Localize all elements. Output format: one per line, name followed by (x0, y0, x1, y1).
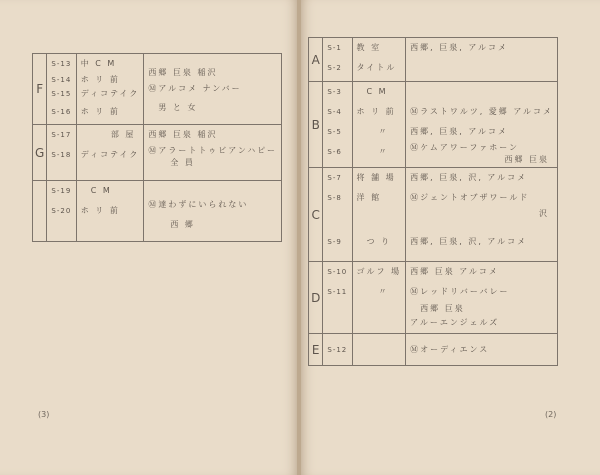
scene-number: S-13 (51, 60, 72, 68)
cast-text: アルーエンジェルズ (410, 318, 500, 327)
location-text: 部 屋 (110, 130, 136, 139)
scene-number: S-5 (327, 128, 342, 136)
scene-number: S-20 (51, 207, 72, 215)
cast-text: 全 員 (170, 158, 195, 167)
scene-number: S-6 (327, 148, 342, 156)
location-cell (352, 168, 406, 262)
location-text: タイトル (356, 63, 397, 72)
cast-text: Ⓜ達わずにいられない (148, 200, 249, 209)
cast-text: 男 と 女 (158, 103, 198, 112)
cast-text: Ⓜアルコメ ナンバー (148, 84, 242, 93)
location-cell (352, 38, 406, 82)
table-row (33, 54, 282, 125)
location-text: ゴルフ 場 (356, 267, 402, 276)
cast-text: 西郷, 巨泉, アルコメ (410, 127, 509, 136)
section-label: F (33, 54, 47, 125)
scene-number: S-17 (51, 131, 72, 139)
scene-number: S-15 (51, 90, 72, 98)
scene-number: S-14 (51, 76, 72, 84)
table-row (309, 38, 558, 82)
section-label: D (309, 262, 323, 334)
location-text: つ り (366, 237, 392, 246)
scene-number: S-1 (327, 44, 342, 52)
location-text (357, 334, 402, 354)
location-text: 将 舗 場 (356, 173, 396, 182)
table-row (33, 125, 282, 181)
location-cell (352, 334, 406, 366)
location-cell (76, 54, 144, 125)
scene-number: S-12 (327, 345, 348, 354)
location-text: 中 C M (80, 59, 117, 68)
cast-text: 西郷, 巨泉, 沢, アルコメ (410, 173, 528, 182)
table-row (33, 181, 282, 242)
cast-text: 西郷 巨泉 稲沢 (148, 130, 218, 139)
cast-text: 西郷 巨泉 (420, 304, 465, 313)
table-row (309, 262, 558, 334)
location-text: ホ リ 前 (80, 107, 120, 116)
location-text: C M (366, 87, 388, 96)
scene-cell (323, 334, 352, 366)
location-text: 〃 (378, 287, 389, 296)
cast-text: 西 郷 (170, 220, 195, 229)
cast-text: Ⓜレッドリバーバレー (410, 287, 510, 296)
scene-number: S-4 (327, 108, 342, 116)
scene-cell (47, 54, 76, 125)
location-cell (76, 125, 144, 181)
cast-text: 沢 (539, 209, 549, 218)
location-text: ホ リ 前 (80, 75, 120, 84)
cast-cell (406, 38, 558, 82)
cast-cell (144, 181, 282, 242)
location-cell (352, 82, 406, 168)
cast-text: Ⓜアラートトゥビアンハピー (148, 146, 277, 155)
scene-number: S-7 (327, 174, 342, 182)
scene-cell (323, 262, 352, 334)
scene-number: S-19 (51, 187, 72, 195)
location-text: 洋 館 (356, 193, 382, 202)
cast-text: Ⓜジェントオブザワールド (410, 193, 530, 202)
location-text: 〃 (378, 147, 389, 156)
location-cell (76, 181, 144, 242)
cast-text: Ⓜラストワルツ, 愛郷 アルコメ (410, 107, 553, 116)
location-text: C M (90, 186, 112, 195)
table-row (309, 82, 558, 168)
table-row (309, 168, 558, 262)
right-scene-table (308, 37, 558, 366)
scene-cell (323, 82, 352, 168)
page-number-left: (3) (38, 410, 50, 419)
cast-text: 西郷 巨泉 アルコメ (410, 267, 499, 276)
scene-number: S-10 (327, 268, 348, 276)
cast-cell (406, 334, 558, 366)
location-text: ディコテイク (80, 150, 140, 159)
scene-number: S-3 (327, 88, 342, 96)
cast-cell (406, 82, 558, 168)
cast-text: 西郷, 巨泉, 沢, アルコメ (410, 237, 528, 246)
cast-cell (406, 168, 558, 262)
section-label (33, 181, 47, 242)
location-text: ディコテイク (80, 89, 140, 98)
scene-number: S-2 (327, 64, 342, 72)
cast-cell (406, 262, 558, 334)
left-scene-table (32, 53, 282, 242)
cast-text: 西郷 巨泉 稲沢 (148, 68, 218, 77)
scene-number: S-16 (51, 108, 72, 116)
page-number-right: (2) (545, 410, 557, 419)
location-text: 〃 (378, 127, 389, 136)
cast-cell (144, 125, 282, 181)
cast-text: 西郷, 巨泉, アルコメ (410, 43, 509, 52)
scene-number: S-9 (327, 238, 342, 246)
scene-cell (47, 181, 76, 242)
scene-number: S-8 (327, 194, 342, 202)
book-gutter (297, 0, 301, 475)
table-row (309, 334, 558, 366)
scene-cell (47, 125, 76, 181)
cast-text: 西郷 巨泉 (504, 155, 549, 164)
section-label: C (309, 168, 323, 262)
cast-text: Ⓜケムアワーファホーン (410, 143, 520, 152)
section-label: G (33, 125, 47, 181)
location-text: ホ リ 前 (80, 206, 120, 215)
cast-text: Ⓜオーディエンス (410, 344, 490, 354)
location-text: ホ リ 前 (356, 107, 396, 116)
location-text: 教 室 (356, 43, 382, 52)
cast-cell (144, 54, 282, 125)
scene-number: S-11 (327, 288, 348, 296)
scene-number: S-18 (51, 151, 72, 159)
scene-cell (323, 38, 352, 82)
section-label: A (309, 38, 323, 82)
scene-cell (323, 168, 352, 262)
section-label: B (309, 82, 323, 168)
section-label: E (309, 334, 323, 366)
location-cell (352, 262, 406, 334)
